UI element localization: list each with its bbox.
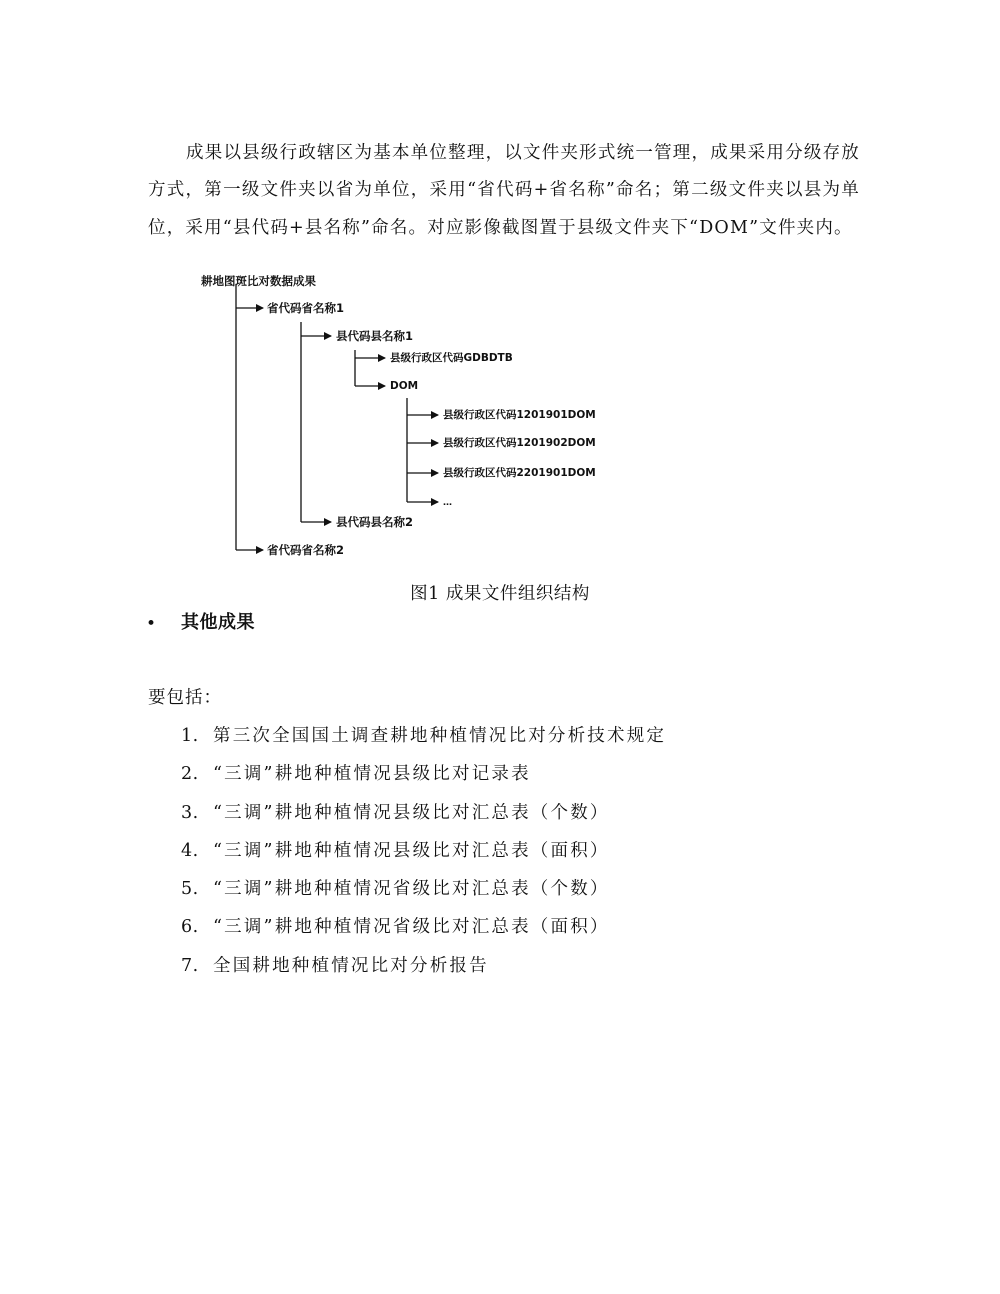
- list-item-number: 6.: [181, 917, 199, 938]
- folder-root-label: 耕地图斑比对数据成果: [201, 274, 316, 288]
- figure-caption: 图1 成果文件组织结构: [410, 584, 590, 604]
- list-item: [181, 761, 881, 799]
- list-item: [181, 723, 881, 761]
- list-item: [181, 914, 881, 952]
- list-item-number: 2.: [181, 764, 199, 785]
- body-paragraph: 成果以县级行政辖区为基本单位整理，以文件夹形式统一管理，成果采用分级存放方式，第一级文件夹以省为单位，采用“省代码+省名称”命名；第二级文件夹以县为单位，采用“县代码+县名称”命名。对应影像截图置于县级文件夹下“DOM”文件夹内。: [148, 142, 860, 238]
- folder-county1-label: 县代码县名称1: [336, 329, 414, 343]
- list-intro-text: 要包括：: [148, 688, 222, 708]
- list-item-text: 全国耕地种植情况比对分析报告: [213, 955, 489, 976]
- folder-gdbdtb-label: 县级行政区代码GDBDTB: [390, 352, 513, 364]
- folder-province1-label: 省代码省名称1: [267, 301, 345, 315]
- folder-dom-item1-label: 县级行政区代码1201901DOM: [443, 409, 596, 421]
- list-item-number: 5.: [181, 879, 199, 900]
- list-item-number: 7.: [181, 955, 199, 976]
- section-title-other-results: 其他成果: [181, 612, 255, 633]
- list-item-text: “三调”耕地种植情况省级比对汇总表（面积）: [213, 917, 610, 938]
- list-item: [181, 953, 881, 991]
- list-item: [181, 838, 881, 876]
- folder-dom-item3-label: 县级行政区代码2201901DOM: [443, 467, 596, 479]
- folder-dom-item2-label: 县级行政区代码1201902DOM: [443, 437, 596, 449]
- list-item-text: “三调”耕地种植情况县级比对汇总表（个数）: [213, 802, 610, 823]
- section-bullet: •: [146, 614, 157, 634]
- list-item-number: 1.: [181, 726, 199, 746]
- folder-dom-label: DOM: [390, 380, 419, 392]
- list-item-text: “三调”耕地种植情况省级比对汇总表（个数）: [213, 879, 610, 900]
- results-list: [181, 723, 881, 991]
- list-item: [181, 800, 881, 838]
- folder-province2-label: 省代码省名称2: [267, 543, 345, 557]
- folder-county2-label: 县代码县名称2: [336, 515, 414, 529]
- list-item-number: 4.: [181, 840, 199, 861]
- folder-structure-diagram: [195, 268, 615, 568]
- list-item: [181, 876, 881, 914]
- list-item-text: 第三次全国国土调查耕地种植情况比对分析技术规定: [213, 726, 667, 746]
- list-item-text: “三调”耕地种植情况县级比对汇总表（面积）: [213, 840, 610, 861]
- folder-dom-more-label: …: [443, 498, 452, 508]
- list-item-text: “三调”耕地种植情况县级比对记录表: [213, 764, 531, 785]
- list-item-number: 3.: [181, 802, 199, 823]
